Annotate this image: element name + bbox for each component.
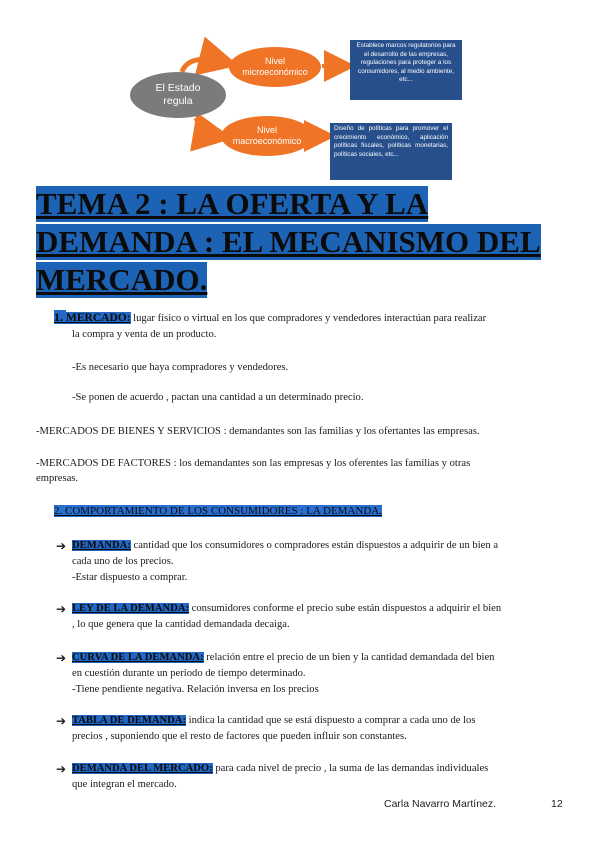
footer-author: Carla Navarro Martínez. [384, 798, 497, 810]
bullet-term: TABLA DE DEMANDA: [72, 715, 186, 726]
bullet-term: LEY DE LA DEMANDA: [72, 603, 190, 614]
bullet-text: -Tiene pendiente negativa. Relación inversa en los precios [72, 684, 319, 695]
section-1-note-1: -Es necesario que haya compradores y vendedores. [72, 362, 289, 373]
arrow-to-micro [182, 59, 224, 72]
bullet-tabla-demanda [56, 713, 576, 745]
node-label: Nivel [264, 56, 285, 66]
bullet-term: DEMANDA DEL MERCADO: [72, 763, 213, 774]
markets-goods-paragraph: -MERCADOS DE BIENES Y SERVICIOS : demandantes son las familias y los ofertantes las empresas. [36, 426, 480, 437]
page-title-line-3: MERCADO. [36, 262, 208, 297]
page-title-line-1: TEMA 2 : LA OFERTA Y LA [36, 186, 429, 221]
bullet-text: relación entre el precio de un bien y la cantidad demandada del bien [203, 652, 495, 663]
bullet-text: consumidores conforme el precio sube están dispuestos a adquirir el bien [189, 603, 502, 614]
bullet-text: para cada nivel de precio , la suma de las demandas individuales que integran el mercado. [72, 763, 489, 790]
node-micro-level [229, 47, 321, 87]
section-1-definition [54, 309, 584, 327]
arrow-to-macro [196, 118, 218, 136]
bullet-term: CURVA DE LA DEMANDA: [72, 652, 204, 663]
section-2-heading [54, 503, 382, 520]
bullet-curva-demanda [56, 650, 576, 698]
section-1-number: 1. [54, 310, 63, 324]
arrow-right-icon: ➔ [56, 539, 67, 553]
arrow-right-icon: ➔ [56, 762, 67, 776]
section-1-definition-text: lugar físico o virtual en los que compradores y vendedores interactúan para realizar [130, 313, 487, 324]
node-state-regulates [130, 72, 226, 118]
diagram-connectors [0, 0, 600, 200]
bullet-text: , lo que genera que la cantidad demandada decaiga. [72, 619, 290, 630]
section-2-title: COMPORTAMIENTO DE LOS CONSUMIDORES : LA DEMANDA. [65, 505, 382, 517]
node-label: regula [163, 95, 193, 107]
bullet-term: DEMANDA: [72, 540, 131, 551]
bullet-text: -Estar dispuesto a comprar. [72, 572, 188, 583]
node-label: El Estado [155, 82, 201, 94]
macro-description-box: Diseño de políticas para promover el crecimiento económico, aplicación políticas fiscales, políticas monetarias, políticas sociales, etc... [330, 123, 452, 180]
arrow-right-icon: ➔ [56, 602, 67, 616]
bullet-text: cantidad que los consumidores o compradores están dispuestos a adquirir de un bien a [130, 540, 499, 551]
arrow-right-icon: ➔ [56, 651, 67, 665]
markets-factors-paragraph: -MERCADOS DE FACTORES : los demandantes son las empresas y los oferentes las familias y otras [36, 458, 471, 469]
micro-description-box: Establece marcos regulatorios para el desarrollo de las empresas, regulaciones para proteger a los consumidores, al medio ambiente, etc... [350, 40, 462, 100]
section-1-note-2: -Se ponen de acuerdo , pactan una cantidad a un determinado precio. [72, 392, 364, 403]
bullet-text: indica la cantidad que se está dispuesto a comprar a cada uno de los precios , suponiendo que el resto de factores que pueden influir son constantes. [72, 715, 476, 742]
page-title-line-2: DEMANDA : EL MECANISMO DEL [36, 224, 541, 259]
node-label: Nivel [256, 125, 277, 135]
bullet-ley-demanda [56, 601, 576, 633]
bullet-text: en cuestión durante un periodo de tiempo determinado. [72, 668, 306, 679]
arrow-right-icon: ➔ [56, 714, 67, 728]
bullet-demanda-mercado [56, 761, 576, 793]
section-2-number: 2. [54, 505, 63, 517]
section-1-definition-cont: la compra y venta de un producto. [72, 329, 217, 340]
node-label: macroeconómico [232, 136, 302, 146]
node-macro-level [221, 116, 313, 156]
bullet-text: cada uno de los precios. [72, 556, 174, 567]
node-label: microeconómico [242, 67, 308, 77]
markets-factors-paragraph-cont: empresas. [36, 473, 79, 484]
page-number: 12 [551, 798, 563, 810]
bullet-demanda [56, 538, 576, 586]
section-1-term: MERCADO: [66, 312, 131, 324]
